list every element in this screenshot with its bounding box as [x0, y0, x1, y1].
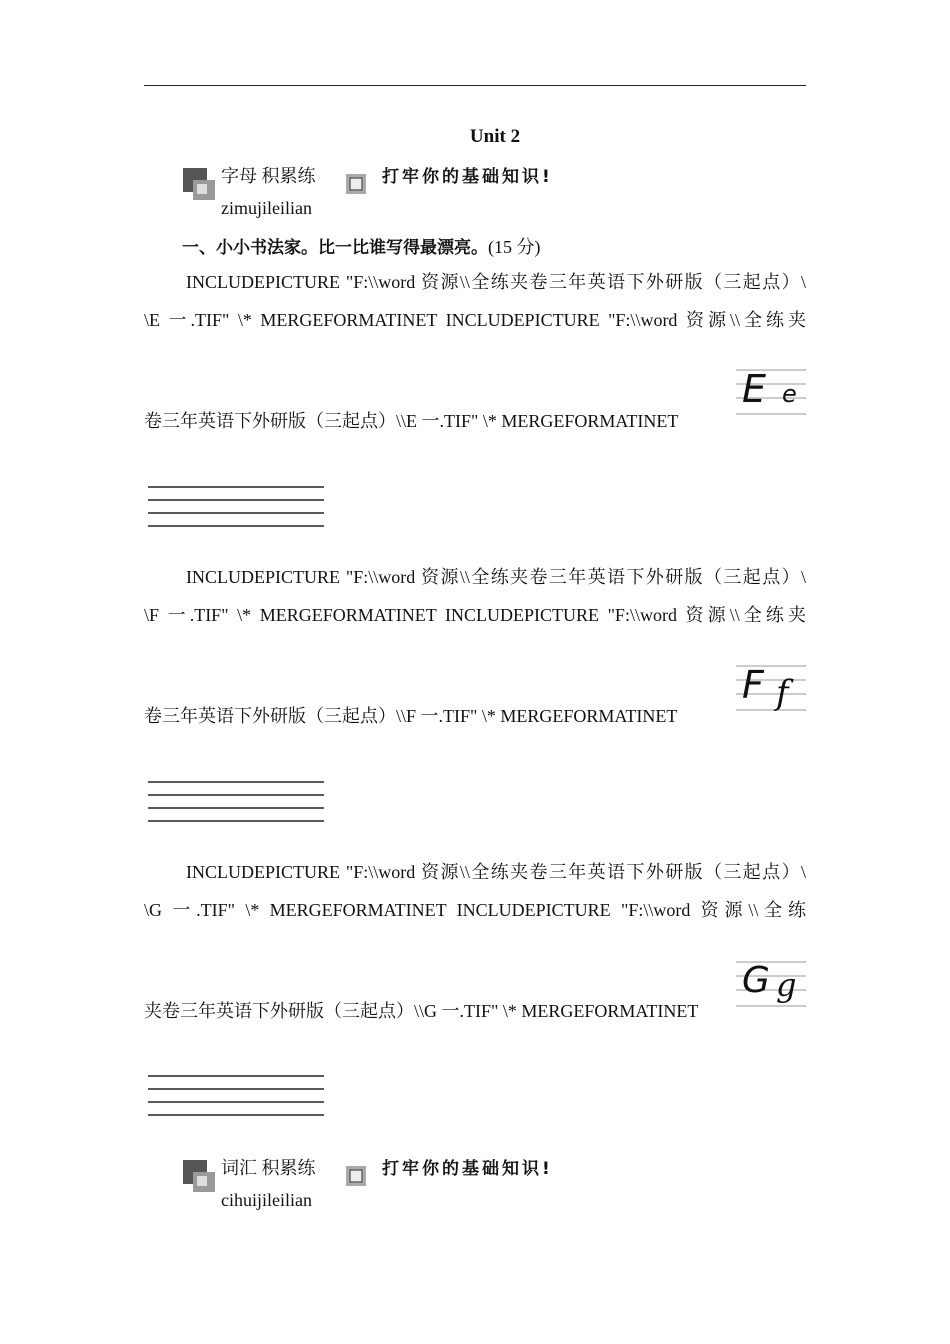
- section-letters-label: 字母 积累练: [221, 166, 316, 186]
- letter-f-lower: f: [776, 673, 789, 713]
- section-badge-icon-vocab: [183, 1160, 217, 1194]
- block-e-line1: INCLUDEPICTURE "F:\\word 资源\\全练夹卷三年英语下外研版（三起点）\: [186, 272, 806, 292]
- letter-e-upper: E: [742, 367, 767, 411]
- block-f-line2: \F 一.TIF" \* MERGEFORMATINET INCLUDEPICTURE "F:\\word 资源\\全练夹: [144, 605, 806, 625]
- section-vocab-label: 词汇 积累练: [221, 1158, 316, 1178]
- letter-tile-e: [736, 364, 806, 418]
- letter-tile-f: [736, 660, 806, 714]
- section-letters-slogan: 打牢你的基础知识!: [382, 167, 553, 187]
- writing-lines-e[interactable]: [144, 482, 324, 530]
- letter-tile-g: [736, 956, 806, 1010]
- block-f-line3: 卷三年英语下外研版（三起点）\\F 一.TIF" \* MERGEFORMATINET: [144, 706, 678, 726]
- section-vocab-pinyin: cihuijileilian: [221, 1190, 312, 1210]
- exercise-score: (15 分): [488, 237, 541, 257]
- square-bullet-icon-vocab: [345, 1165, 367, 1187]
- block-g-line2: \G 一.TIF" \* MERGEFORMATINET INCLUDEPICTURE "F:\\word 资源\\全练: [144, 900, 806, 920]
- writing-lines-f[interactable]: [144, 777, 324, 825]
- letter-e-lower: e: [782, 380, 797, 408]
- block-e-line2: \E 一.TIF" \* MERGEFORMATINET INCLUDEPICTURE "F:\\word 资源\\全练夹: [144, 310, 806, 330]
- section-badge-icon: [183, 168, 217, 202]
- page-title: Unit 2: [469, 126, 521, 147]
- letter-g-lower: g: [776, 966, 797, 1004]
- section-letters-pinyin: zimujileilian: [221, 198, 312, 218]
- block-f-line1: INCLUDEPICTURE "F:\\word 资源\\全练夹卷三年英语下外研版（三起点）\: [186, 567, 806, 587]
- top-rule: [144, 85, 806, 86]
- letter-f-upper: F: [742, 663, 764, 707]
- square-bullet-icon: [345, 173, 367, 195]
- writing-lines-g[interactable]: [144, 1071, 324, 1119]
- section-vocab-slogan: 打牢你的基础知识!: [382, 1159, 553, 1179]
- block-g-line3: 夹卷三年英语下外研版（三起点）\\G 一.TIF" \* MERGEFORMATINET: [144, 1001, 699, 1021]
- block-e-line3: 卷三年英语下外研版（三起点）\\E 一.TIF" \* MERGEFORMATINET: [144, 411, 679, 431]
- block-g-line1: INCLUDEPICTURE "F:\\word 资源\\全练夹卷三年英语下外研版（三起点）\: [186, 862, 806, 882]
- exercise-heading: [182, 233, 541, 259]
- exercise-heading-text: 一、小小书法家。比一比谁写得最漂亮。: [182, 238, 488, 258]
- letter-g-upper: G: [742, 960, 770, 1001]
